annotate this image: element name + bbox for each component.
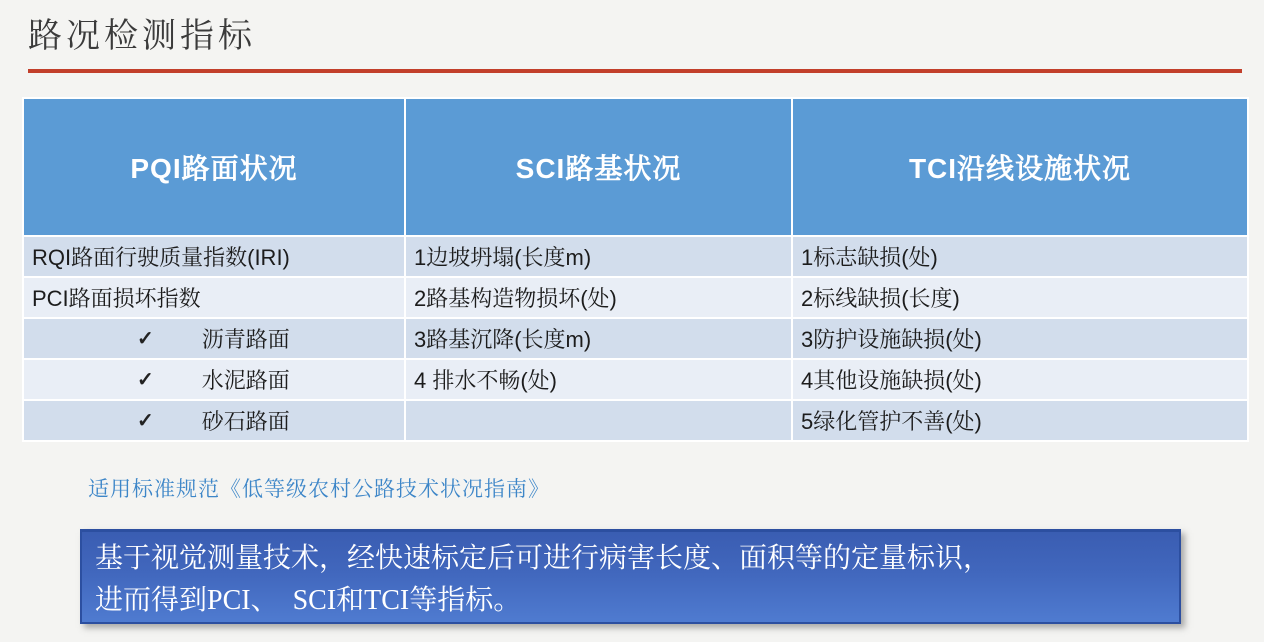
table-cell-pavement-gravel [24, 401, 404, 440]
table-header-sci: SCI路基状况 [406, 99, 791, 235]
banner-line-2: 进而得到PCI、 SCI和TCI等指标。 [95, 585, 522, 616]
check-icon: ✓ [137, 369, 154, 391]
table-cell-sci-3: 3路基沉降(长度m) [406, 319, 791, 358]
table-header-tci: TCI沿线设施状况 [793, 99, 1247, 235]
table-cell-pavement-asphalt [24, 319, 404, 358]
banner-line-1: 基于视觉测量技术，经快速标定后可进行病害长度、面积等的定量标识， [95, 543, 992, 574]
standard-reference-note: 适用标准规范《低等级农村公路技术状况指南》 [88, 477, 550, 501]
pavement-type-label: 砂石路面 [201, 409, 290, 434]
table-cell-tci-1: 1标志缺损(处) [793, 237, 1247, 276]
check-icon: ✓ [137, 410, 154, 432]
table-cell-pavement-cement [24, 360, 404, 399]
table-cell-tci-4: 4其他设施缺损(处) [793, 360, 1247, 399]
table-cell-tci-5: 5绿化管护不善(处) [793, 401, 1247, 440]
table-cell-pqi-pci: PCI路面损坏指数 [24, 278, 404, 317]
table-cell-sci-1: 1边坡坍塌(长度m) [406, 237, 791, 276]
pavement-type-label: 水泥路面 [201, 368, 290, 393]
table-header-pqi: PQI路面状况 [24, 99, 404, 235]
summary-banner [80, 529, 1181, 624]
table-cell-sci-5 [406, 401, 791, 440]
page-title: 路况检测指标 [28, 18, 256, 55]
table-cell-sci-2: 2路基构造物损坏(处) [406, 278, 791, 317]
indicator-table [22, 97, 1249, 442]
table-cell-tci-2: 2标线缺损(长度) [793, 278, 1247, 317]
table-cell-sci-4: 4 排水不畅(处) [406, 360, 791, 399]
pavement-type-label: 沥青路面 [201, 327, 290, 352]
check-icon: ✓ [137, 328, 154, 350]
title-underline [28, 69, 1242, 73]
table-cell-pqi-rqi: RQI路面行驶质量指数(IRI) [24, 237, 404, 276]
table-cell-tci-3: 3防护设施缺损(处) [793, 319, 1247, 358]
